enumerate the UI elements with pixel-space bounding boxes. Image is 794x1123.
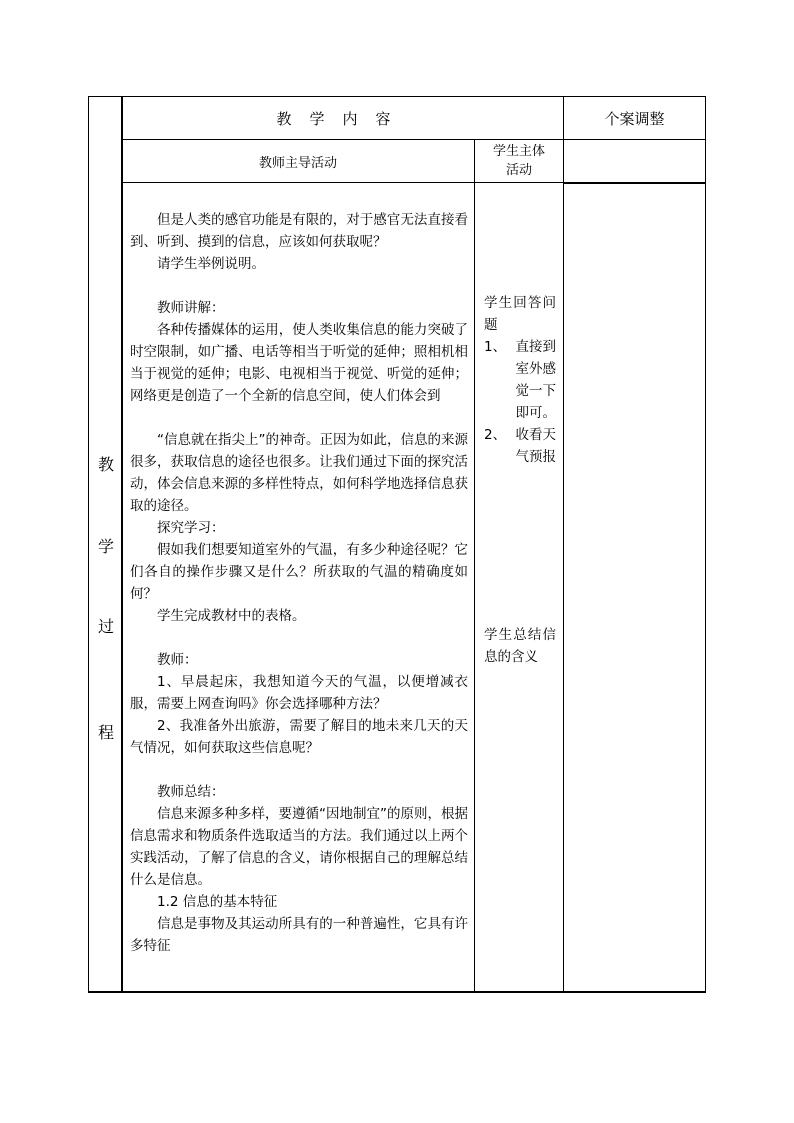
- student-list-item: [484, 424, 556, 468]
- main-title: 教学内容: [276, 109, 409, 128]
- teacher-paragraph: 2、我准备外出旅游，需要了解目的地未来几天的天气情况，如何获取这些信息呢？: [130, 718, 468, 756]
- teacher-column-header: 教师主导活动: [258, 155, 337, 171]
- student-list-number: 1、: [484, 339, 507, 355]
- teacher-paragraph: 教师总结：: [157, 784, 225, 800]
- table-border-right: [705, 96, 706, 993]
- student-activity-block-1: [484, 292, 556, 468]
- teacher-paragraph: 1、早晨起床，我想知道今天的气温，以便增减衣服，需要上网查询吗》你会选择哪种方法？: [130, 674, 468, 712]
- teacher-paragraph: 信息是事物及其运动所具有的一种普遍性，它具有许多特征: [130, 916, 468, 954]
- adjust-title: 个案调整: [604, 109, 665, 128]
- side-label-char-2: 学: [97, 537, 114, 556]
- student-list-number: 2、: [484, 427, 507, 443]
- student-activity-block-2: [484, 624, 556, 668]
- teacher-paragraph: 信息来源多种多样，要遵循“因地制宜”的原则，根据信息需求和物质条件选取适当的方法。我们通过以上两个实践活动，了解了信息的含义，请你根据自己的理解总结什么是信息。: [130, 806, 468, 888]
- teacher-paragraph: “信息就在指尖上”的神奇。正因为如此，信息的来源很多，获取信息的途径也很多。让我们通过下面的探究活动，体会信息来源的多样性特点，如何科学地选择信息获取的途径。: [130, 432, 468, 514]
- student-block-title: 学生回答问题: [484, 295, 556, 333]
- student-list-item: [484, 336, 556, 424]
- col-divider-student: [474, 139, 475, 993]
- teacher-paragraph: 1.2 信息的基本特征: [157, 894, 278, 910]
- student-list-text: 收看天气预报: [515, 427, 556, 465]
- side-label-char-1: 教: [97, 455, 114, 474]
- col-divider-side: [121, 96, 123, 993]
- student-summary-text: 学生总结信息的含义: [484, 627, 556, 665]
- teacher-paragraph: 请学生举例说明。: [157, 256, 265, 272]
- teacher-paragraph: 假如我们想要知道室外的气温，有多少种途径呢？它们各自的操作步骤又是什么？所获取的气温的精确度如何？: [130, 542, 468, 602]
- col-divider-adjust: [563, 96, 564, 993]
- student-column-header-line1: 学生主体: [492, 144, 545, 159]
- teacher-paragraph: 教师讲解：: [157, 300, 225, 316]
- teacher-paragraph: 探究学习：: [157, 520, 225, 536]
- student-column-header: [475, 140, 563, 182]
- row-divider-subheader-double: [564, 183, 706, 184]
- table-border-bottom: [88, 991, 706, 993]
- student-column-header-line2: 活动: [505, 163, 532, 178]
- teacher-activity-content: [130, 209, 468, 957]
- table-border-left: [88, 96, 89, 993]
- teacher-paragraph: 学生完成教材中的表格。: [157, 608, 306, 624]
- student-list-text: 直接到室外感觉一下即可。: [515, 339, 556, 421]
- teacher-paragraph: 教师：: [157, 652, 198, 668]
- side-label-char-4: 程: [97, 723, 114, 742]
- side-label-char-3: 过: [97, 617, 114, 636]
- teacher-paragraph: 各种传播媒体的运用，使人类收集信息的能力突破了时空限制，如广播、电话等相当于听觉的延伸；照相机相当于视觉的延伸；电影、电视相当于视觉、听觉的延伸；网络更是创造了一个全新的信息空间，使人们体会到: [130, 322, 468, 404]
- teacher-paragraph: 但是人类的感官功能是有限的，对于感官无法直接看到、听到、摸到的信息，应该如何获取呢？: [130, 212, 468, 250]
